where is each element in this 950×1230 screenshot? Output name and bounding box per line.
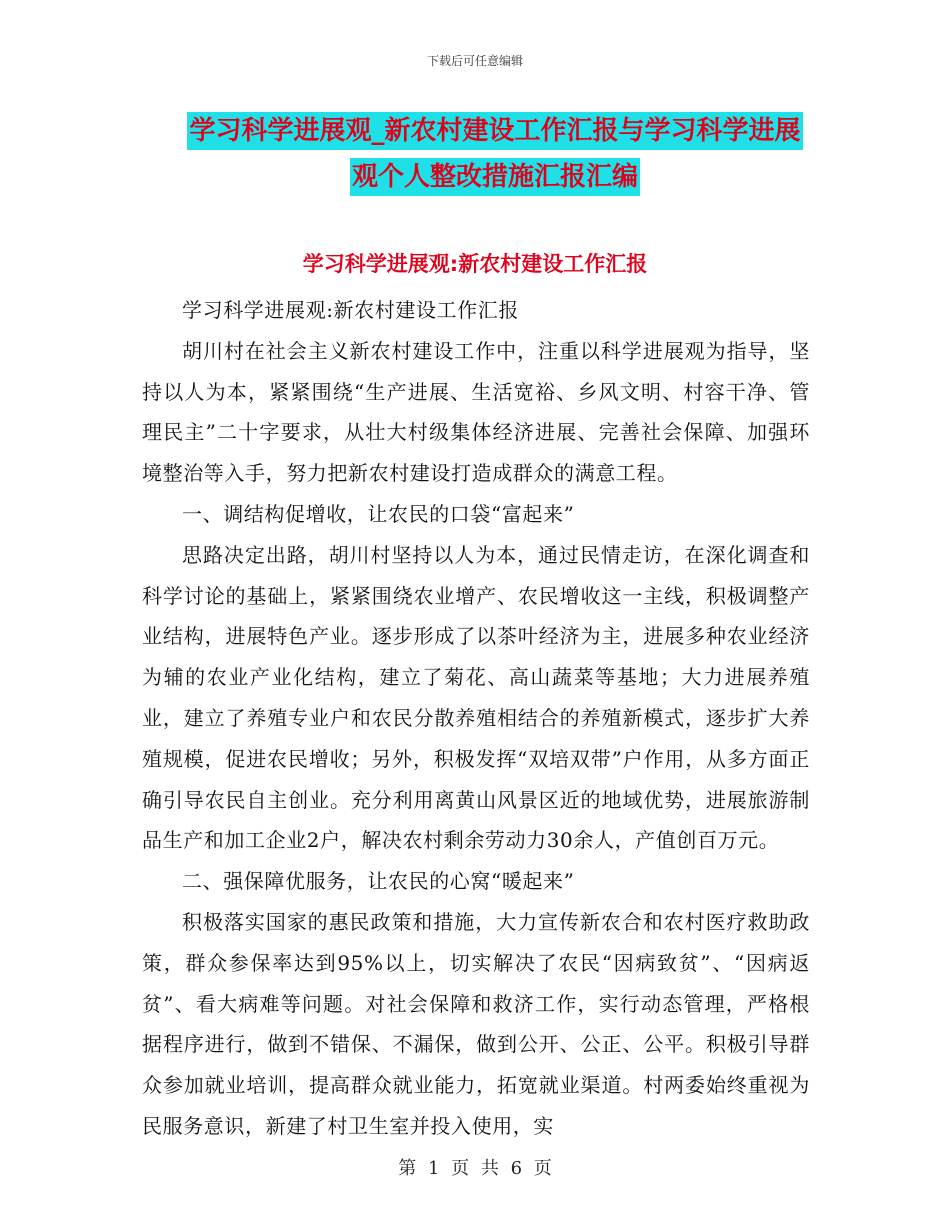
paragraph-heading-1: 一、调结构促增收，让农民的口袋“富起来” bbox=[182, 501, 575, 526]
body-text bbox=[142, 290, 810, 1147]
paragraph-body-1: 思路决定出路，胡川村坚持以人为本，通过民情走访，在深化调查和科学讨论的基础上，紧紧围绕农业增产、农民增收这一主线，积极调整产业结构，进展特色产业。逐步形成了以茶叶经济为主，进展多种农业经济为辅的农业产业化结构，建立了菊花、高山蔬菜等基地；大力进展养殖业，建立了养殖专业户和农民分散养殖相结合的养殖新模式，逐步扩大养殖规模，促进农民增收；另外，积极发挥“双培双带”户作用，从多方面正确引导农民自主创业。充分利用离黄山风景区近的地域优势，进展旅游制品生产和加工企业2户，解决农村剩余劳动力30余人，产值创百万元。 bbox=[142, 542, 810, 853]
document-title-line-1: 学习科学进展观_新农村建设工作汇报与学习科学进展 bbox=[187, 112, 802, 150]
section-title: 学习科学进展观:新农村建设工作汇报 bbox=[302, 252, 648, 276]
paragraph-intro: 胡川村在社会主义新农村建设工作中，注重以科学进展观为指导，坚持以人为本，紧紧围绕“生产进展、生活宽裕、乡风文明、村容干净、管理民主”二十字要求，从壮大村级集体经济进展、完善社会保障、加强环境整治等入手，努力把新农村建设打造成群众的满意工程。 bbox=[142, 338, 810, 486]
header-note: 下载后可任意编辑 bbox=[426, 54, 523, 68]
paragraph-body-2: 积极落实国家的惠民政策和措施，大力宣传新农合和农村医疗救助政策，群众参保率达到95%以上，切实解决了农民“因病致贫”、“因病返贫”、看大病难等问题。对社会保障和救济工作，实行动态管理，严格根据程序进行，做到不错保、不漏保，做到公开、公正、公平。积极引导群众参加就业培训，提高群众就业能力，拓宽就业渠道。村两委始终重视为民服务意识，新建了村卫生室并投入使用，实 bbox=[142, 909, 810, 1138]
paragraph-heading-2: 二、强保障优服务，让农民的心窝“暖起来” bbox=[182, 869, 575, 894]
document-title bbox=[140, 108, 850, 200]
page-footer: 第 1 页 共 6 页 bbox=[398, 1158, 552, 1179]
paragraph-subtitle: 学习科学进展观:新农村建设工作汇报 bbox=[182, 298, 519, 322]
document-title-line-2: 观个人整改措施汇报汇编 bbox=[350, 158, 640, 196]
